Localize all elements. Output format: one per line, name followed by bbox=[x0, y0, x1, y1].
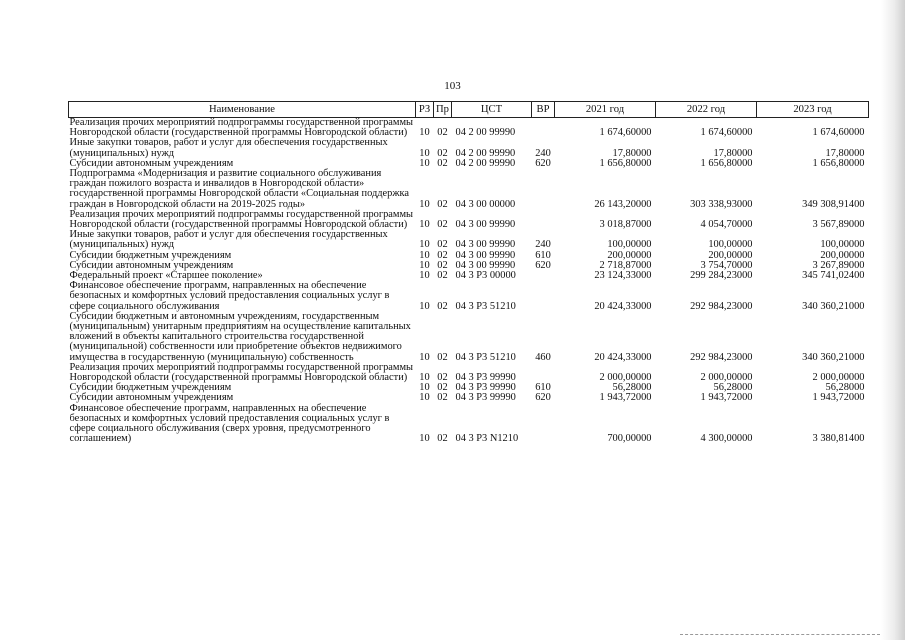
cell-rz: 10 bbox=[419, 127, 430, 139]
cell-vr: 240 bbox=[535, 147, 551, 159]
table-header bbox=[69, 102, 869, 118]
cell-year-2023: 2 000,00000 bbox=[812, 372, 865, 384]
table-row bbox=[69, 363, 869, 383]
cell-year-2021: 2 718,87000 bbox=[599, 259, 652, 271]
cell-rz: 10 bbox=[419, 372, 430, 384]
cell-year-2023: 56,28000 bbox=[825, 382, 865, 394]
cell-vr: 620 bbox=[535, 157, 551, 169]
cell-year-2023: 3 380,81400 bbox=[812, 433, 865, 445]
cell-year-2021: 3 018,87000 bbox=[599, 219, 652, 231]
cell-year-2021: 200,00000 bbox=[607, 249, 652, 261]
cell-pr: 02 bbox=[437, 382, 448, 394]
cell-rz: 10 bbox=[419, 300, 430, 312]
cell-vr: 610 bbox=[535, 382, 551, 394]
cell-year-2022: 303 338,93000 bbox=[690, 198, 753, 210]
cell-name: Подпрограмма «Модернизация и развитие социального обслуживания граждан пожилого возраста и инвалидов в Новгородской области» государственной программы Новгородской области «Социальная поддержка граждан в Новгородской области на 2019-2025 годы» bbox=[69, 168, 410, 210]
header-name: Наименование bbox=[69, 102, 416, 118]
cell-pr: 02 bbox=[437, 127, 448, 139]
cell-pr: 02 bbox=[437, 147, 448, 159]
table-row bbox=[69, 312, 869, 363]
cell-year-2021: 26 143,20000 bbox=[594, 198, 652, 210]
cell-year-2023: 1 943,72000 bbox=[812, 392, 865, 404]
cell-year-2022: 4 300,00000 bbox=[700, 433, 753, 445]
cell-year-2023: 340 360,21000 bbox=[802, 351, 865, 363]
cell-year-2023: 340 360,21000 bbox=[802, 300, 865, 312]
cell-year-2022: 1 674,60000 bbox=[700, 127, 753, 139]
cell-name: Финансовое обеспечение программ, направленных на обеспечение безопасных и комфортных условий предоставления социальных услуг в сфере социального обслуживания (сверх уровня, предусмотренного соглашением) bbox=[69, 402, 390, 445]
table-body bbox=[69, 118, 869, 445]
cell-year-2022: 299 284,23000 bbox=[690, 270, 753, 282]
cell-pr: 02 bbox=[437, 392, 448, 404]
cell-year-2023: 17,80000 bbox=[825, 147, 865, 159]
table-row bbox=[69, 118, 869, 139]
cell-name: Реализация прочих мероприятий подпрограммы государственной программы Новгородской области (государственной программы Новгородской области) bbox=[69, 208, 414, 231]
cell-pr: 02 bbox=[437, 270, 448, 282]
header-rz: РЗ bbox=[416, 102, 434, 118]
cell-rz: 10 bbox=[419, 270, 430, 282]
cell-year-2021: 1 656,80000 bbox=[599, 157, 652, 169]
table-row bbox=[69, 138, 869, 158]
cell-vr: 610 bbox=[535, 249, 551, 261]
cell-year-2021: 700,00000 bbox=[607, 433, 652, 445]
cell-rz: 10 bbox=[419, 147, 430, 159]
cell-cst: 04 3 00 99990 bbox=[455, 239, 516, 251]
cell-cst: 04 3 00 99990 bbox=[455, 249, 516, 261]
cell-cst: 04 3 P3 99990 bbox=[455, 392, 516, 404]
cell-cst: 04 3 P3 N1210 bbox=[455, 433, 519, 445]
cell-vr bbox=[532, 281, 555, 312]
table-row bbox=[69, 210, 869, 230]
scan-bottom-artifact bbox=[680, 634, 880, 636]
cell-year-2022: 292 984,23000 bbox=[690, 351, 753, 363]
page-number: 103 bbox=[444, 80, 461, 92]
cell-pr: 02 bbox=[437, 351, 448, 363]
cell-year-2022: 17,80000 bbox=[713, 147, 753, 159]
cell-cst: 04 2 00 99990 bbox=[455, 157, 516, 169]
cell-year-2021: 20 424,33000 bbox=[594, 351, 652, 363]
cell-cst: 04 3 00 99990 bbox=[455, 219, 516, 231]
cell-year-2022: 2 000,00000 bbox=[700, 372, 753, 384]
cell-year-2023: 349 308,91400 bbox=[802, 198, 865, 210]
cell-vr bbox=[532, 210, 555, 230]
cell-vr: 620 bbox=[535, 259, 551, 271]
cell-vr bbox=[532, 169, 555, 210]
cell-year-2023: 3 267,89000 bbox=[812, 259, 865, 271]
cell-rz: 10 bbox=[419, 157, 430, 169]
cell-rz: 10 bbox=[419, 351, 430, 363]
cell-name: Федеральный проект «Старшее поколение» bbox=[69, 270, 263, 282]
cell-year-2023: 100,00000 bbox=[820, 239, 865, 251]
cell-year-2022: 56,28000 bbox=[713, 382, 753, 394]
cell-rz: 10 bbox=[419, 219, 430, 231]
cell-cst: 04 3 P3 00000 bbox=[455, 270, 516, 282]
cell-year-2021: 20 424,33000 bbox=[594, 300, 652, 312]
cell-year-2022: 292 984,23000 bbox=[690, 300, 753, 312]
table-row bbox=[69, 404, 869, 445]
cell-vr bbox=[532, 271, 555, 281]
header-row bbox=[69, 102, 869, 118]
header-year-2022: 2022 год bbox=[656, 102, 757, 118]
cell-vr: 620 bbox=[535, 392, 551, 404]
cell-year-2021: 1 943,72000 bbox=[599, 392, 652, 404]
cell-year-2022: 100,00000 bbox=[708, 239, 753, 251]
cell-year-2021: 56,28000 bbox=[612, 382, 652, 394]
cell-cst: 04 3 P3 99990 bbox=[455, 382, 516, 394]
cell-cst: 04 3 P3 51210 bbox=[455, 300, 516, 312]
cell-rz: 10 bbox=[419, 382, 430, 394]
cell-year-2022: 1 656,80000 bbox=[700, 157, 753, 169]
cell-cst: 04 3 00 99990 bbox=[455, 259, 516, 271]
cell-rz: 10 bbox=[419, 249, 430, 261]
header-year-2021: 2021 год bbox=[555, 102, 656, 118]
cell-cst: 04 2 00 99990 bbox=[455, 127, 516, 139]
cell-cst: 04 3 P3 51210 bbox=[455, 351, 516, 363]
cell-pr: 02 bbox=[437, 433, 448, 445]
cell-pr: 02 bbox=[437, 198, 448, 210]
cell-name: Финансовое обеспечение программ, направленных на обеспечение безопасных и комфортных условий предоставления социальных услуг в сфере социального обслуживания bbox=[69, 280, 390, 312]
scan-edge-shadow bbox=[881, 0, 905, 640]
cell-year-2023: 3 567,89000 bbox=[812, 219, 865, 231]
cell-name: Субсидии бюджетным учреждениям bbox=[69, 382, 232, 394]
cell-year-2022: 1 943,72000 bbox=[700, 392, 753, 404]
cell-year-2023: 1 656,80000 bbox=[812, 157, 865, 169]
cell-pr: 02 bbox=[437, 157, 448, 169]
cell-rz: 10 bbox=[419, 433, 430, 445]
table-row bbox=[69, 281, 869, 312]
cell-cst: 04 3 P3 99990 bbox=[455, 372, 516, 384]
cell-pr: 02 bbox=[437, 249, 448, 261]
header-cst: ЦСТ bbox=[452, 102, 532, 118]
cell-pr: 02 bbox=[437, 259, 448, 271]
cell-pr: 02 bbox=[437, 219, 448, 231]
cell-rz: 10 bbox=[419, 198, 430, 210]
table-row bbox=[69, 230, 869, 250]
cell-name: Реализация прочих мероприятий подпрограммы государственной программы Новгородской области (государственной программы Новгородской области) bbox=[69, 117, 414, 139]
cell-year-2021: 23 124,33000 bbox=[594, 270, 652, 282]
cell-name: Субсидии автономным учреждениям bbox=[69, 157, 234, 169]
cell-vr: 460 bbox=[535, 351, 551, 363]
cell-rz: 10 bbox=[419, 239, 430, 251]
cell-vr: 240 bbox=[535, 239, 551, 251]
cell-rz: 10 bbox=[419, 392, 430, 404]
cell-year-2022: 200,00000 bbox=[708, 249, 753, 261]
cell-pr: 02 bbox=[437, 372, 448, 384]
cell-year-2021: 2 000,00000 bbox=[599, 372, 652, 384]
header-vr: ВР bbox=[532, 102, 555, 118]
cell-year-2021: 100,00000 bbox=[607, 239, 652, 251]
cell-vr bbox=[532, 118, 555, 139]
cell-year-2021: 1 674,60000 bbox=[599, 127, 652, 139]
budget-table bbox=[68, 101, 869, 445]
cell-year-2021: 17,80000 bbox=[612, 147, 652, 159]
cell-year-2023: 1 674,60000 bbox=[812, 127, 865, 139]
cell-cst: 04 2 00 99990 bbox=[455, 147, 516, 159]
cell-cst: 04 3 00 00000 bbox=[455, 198, 516, 210]
cell-year-2023: 200,00000 bbox=[820, 249, 865, 261]
cell-name: Субсидии автономным учреждениям bbox=[69, 259, 234, 271]
cell-year-2022: 3 754,70000 bbox=[700, 259, 753, 271]
cell-rz: 10 bbox=[419, 259, 430, 271]
cell-name: Субсидии бюджетным учреждениям bbox=[69, 249, 232, 261]
cell-pr: 02 bbox=[437, 300, 448, 312]
cell-name: Иные закупки товаров, работ и услуг для обеспечения государственных (муниципальных) нужд bbox=[69, 137, 388, 159]
cell-vr bbox=[532, 404, 555, 445]
table-row bbox=[69, 169, 869, 210]
header-pr: Пр bbox=[434, 102, 452, 118]
cell-name: Субсидии автономным учреждениям bbox=[69, 392, 234, 404]
cell-name: Субсидии бюджетным и автономным учреждениям, государственным (муниципальным) унитарным предприятиям на осуществление капитальных вложений в объекты капитального строительства государственной (муниципальной) собственности или приобретение объектов недвижимого имущества в государственную (муниципальную) собственность bbox=[69, 310, 411, 363]
cell-year-2023: 345 741,02400 bbox=[802, 270, 865, 282]
cell-name: Иные закупки товаров, работ и услуг для обеспечения государственных (муниципальных) нужд bbox=[69, 229, 388, 251]
cell-name: Реализация прочих мероприятий подпрограммы государственной программы Новгородской области (государственной программы Новгородской области) bbox=[69, 361, 414, 384]
header-year-2023: 2023 год bbox=[757, 102, 869, 118]
cell-year-2022: 4 054,70000 bbox=[700, 219, 753, 231]
cell-pr: 02 bbox=[437, 239, 448, 251]
cell-vr bbox=[532, 363, 555, 383]
